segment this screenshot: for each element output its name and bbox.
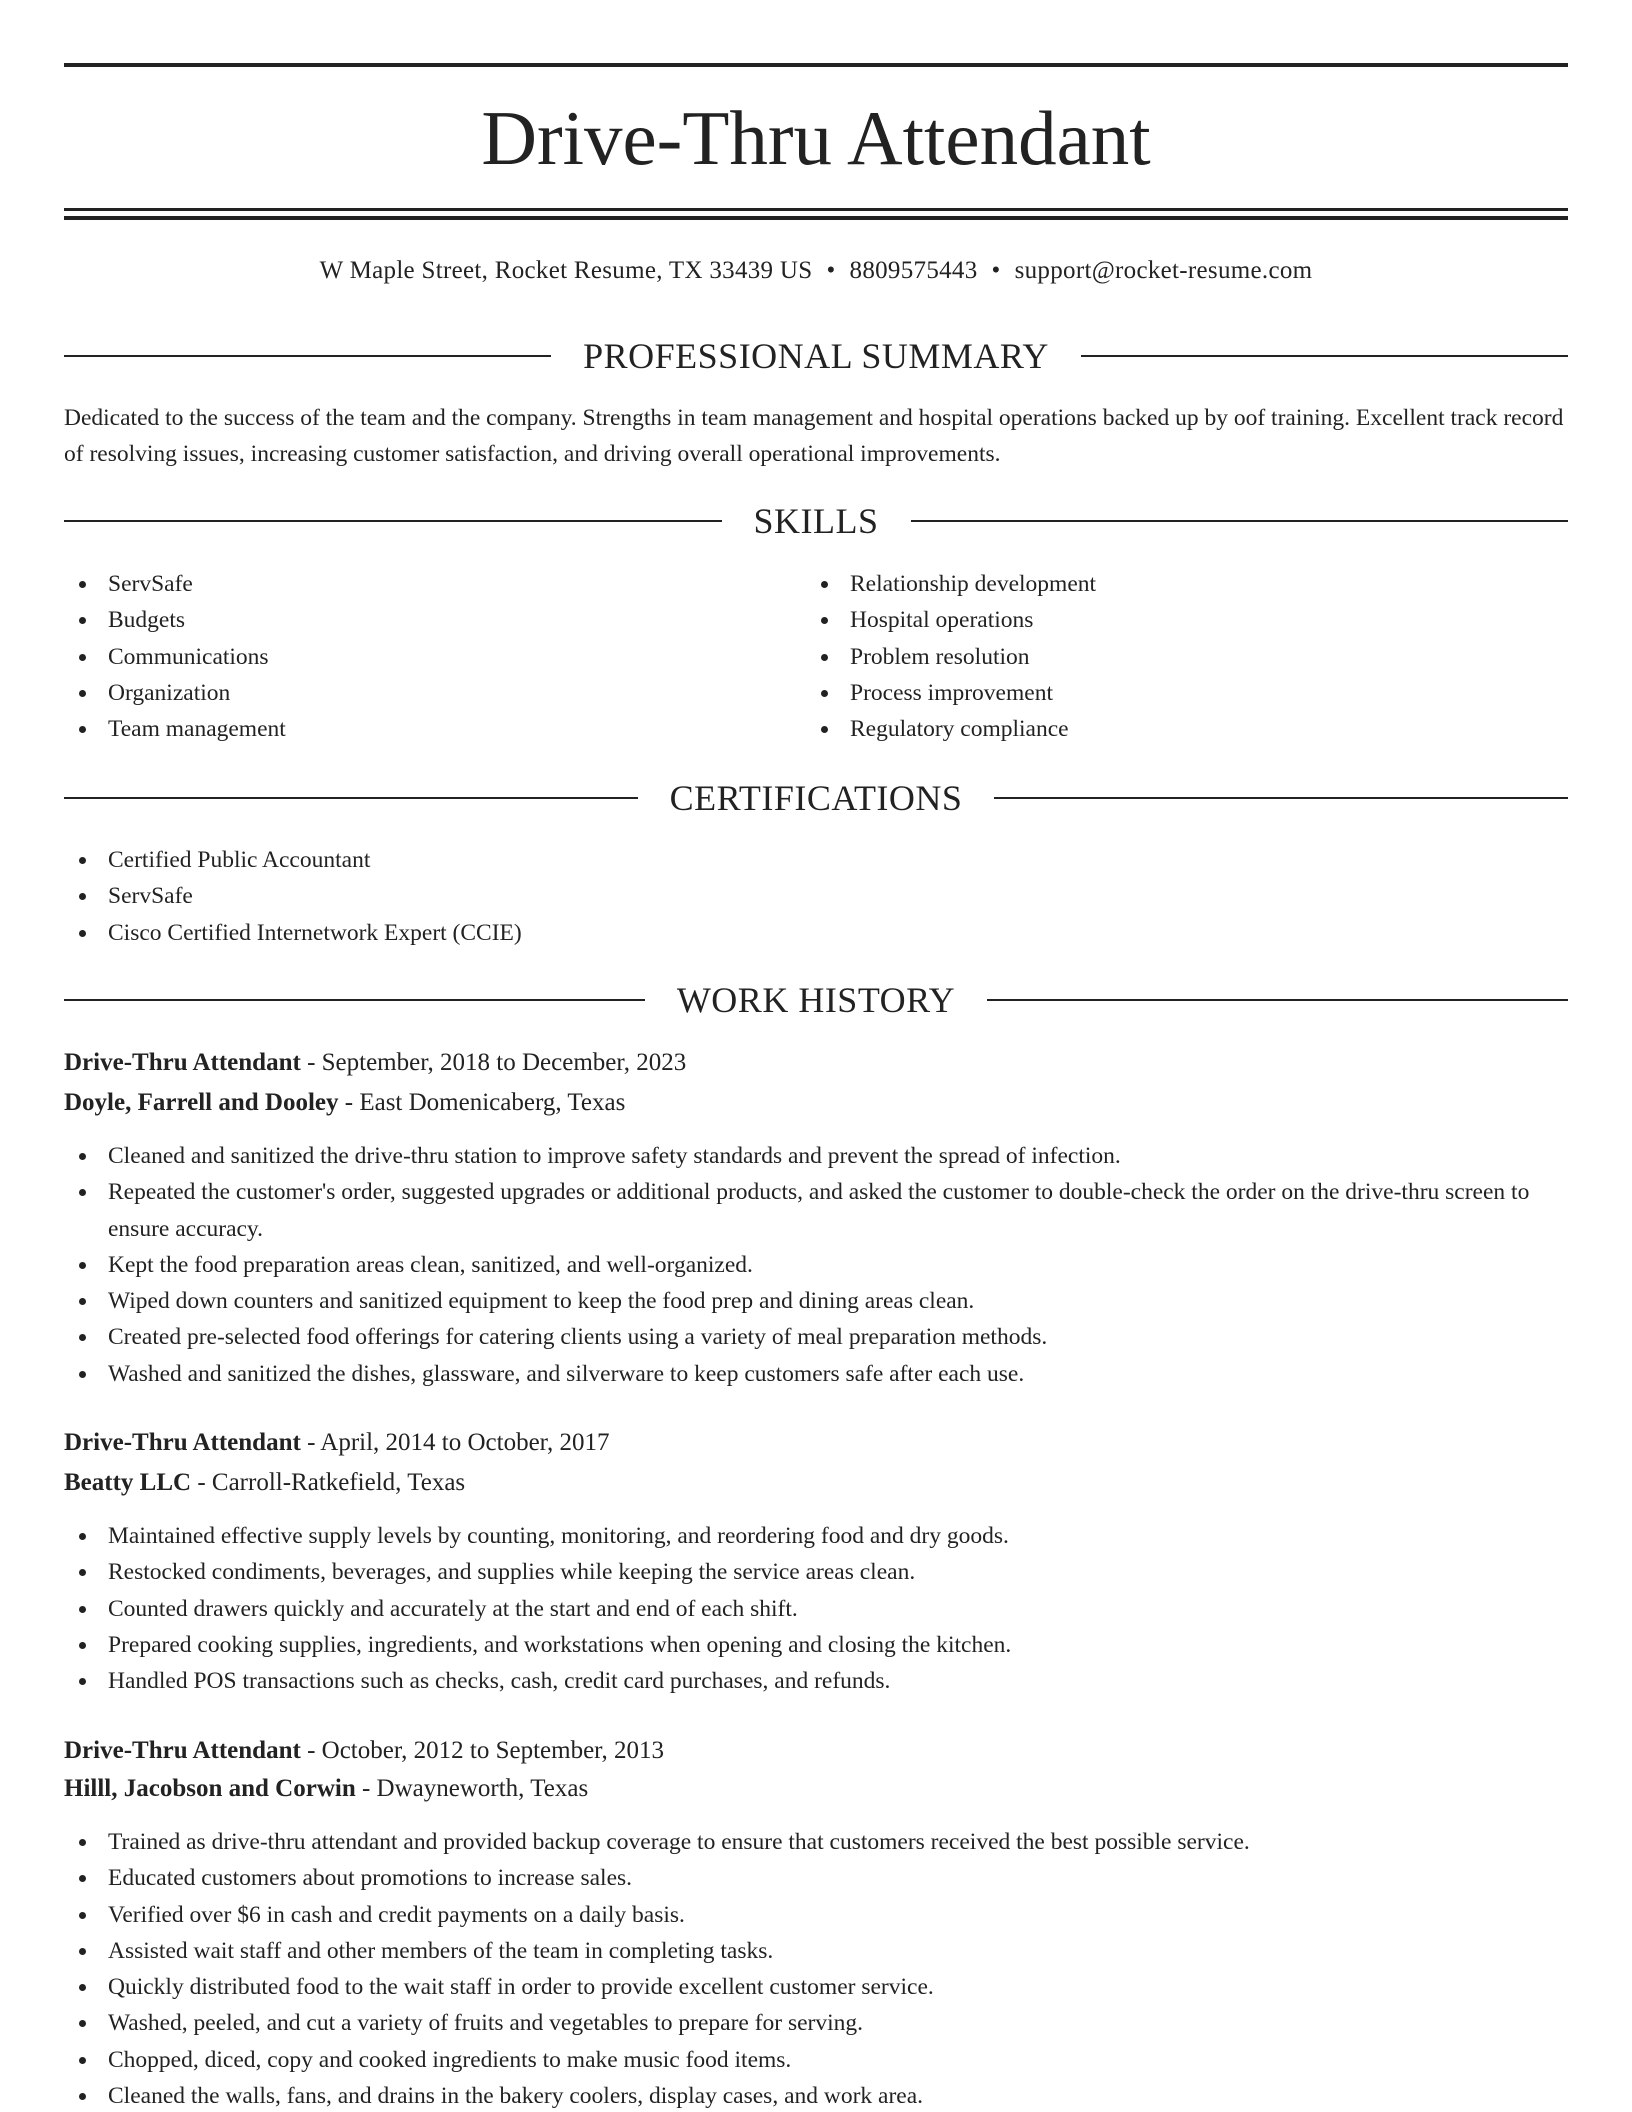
work-history-heading-label: WORK HISTORY (676, 980, 956, 1020)
contact-line (64, 254, 1568, 288)
job-location: - Carroll-Ratkefield, Texas (191, 1469, 466, 1496)
certifications-section-heading (64, 776, 1568, 820)
job-title-line (64, 1733, 1568, 1769)
skills-section-heading (64, 499, 1568, 543)
job-company: Hilll, Jacobson and Corwin (64, 1775, 356, 1802)
work-history-section-heading (64, 978, 1568, 1022)
title-rule-upper (64, 208, 1568, 211)
heading-rule (64, 797, 638, 799)
heading-rule (64, 355, 551, 357)
job-duties-list (64, 1138, 1568, 1392)
job-duty: Washed and sanitized the dishes, glassware, and silverware to keep customers safe after each use. (64, 1356, 1568, 1392)
job-location: - East Domenicaberg, Texas (338, 1089, 626, 1116)
contact-separator: • (991, 257, 1001, 284)
certification-item: Certified Public Accountant (64, 842, 1568, 878)
summary-heading-label: PROFESSIONAL SUMMARY (583, 336, 1049, 376)
job-duty: Assisted wait staff and other members of the team in completing tasks. (64, 1933, 1568, 1969)
job-title-line (64, 1425, 1568, 1461)
heading-rule (64, 999, 645, 1001)
summary-text: Dedicated to the success of the team and the company. Strengths in team management and hospital operations backed up by oof training. Excellent track record of resolving issues, increasing customer satisfaction, and driving overall operational improvements. (64, 405, 1564, 467)
job-duties-list (64, 1518, 1568, 1699)
job-duty: Educated customers about promotions to increase sales. (64, 1860, 1568, 1896)
job-duty: Prepared cooking supplies, ingredients, and workstations when opening and closing the kitchen. (64, 1627, 1568, 1663)
heading-rule (911, 520, 1569, 522)
job-duty: Trained as drive-thru attendant and provided backup coverage to ensure that customers received the best possible service. (64, 1824, 1568, 1860)
skills-list-left (64, 566, 764, 747)
skill-item: Process improvement (806, 675, 1506, 711)
heading-rule (64, 520, 722, 522)
skill-item: Relationship development (806, 566, 1506, 602)
certifications-list (64, 842, 1568, 951)
skill-item: Budgets (64, 602, 764, 638)
job-duty: Quickly distributed food to the wait staff in order to provide excellent customer service. (64, 1969, 1568, 2005)
job-duty: Handled POS transactions such as checks, cash, credit card purchases, and refunds. (64, 1663, 1568, 1699)
skill-item: ServSafe (64, 566, 764, 602)
top-rule (64, 63, 1568, 67)
job-duty: Cleaned and sanitized the drive-thru station to improve safety standards and prevent the spread of infection. (64, 1138, 1568, 1174)
job-duty: Kept the food preparation areas clean, sanitized, and well-organized. (64, 1247, 1568, 1283)
summary-section-heading (64, 334, 1568, 378)
job-duty: Counted drawers quickly and accurately at the start and end of each shift. (64, 1591, 1568, 1627)
contact-email: support@rocket-resume.com (1014, 257, 1313, 284)
job-dates: - October, 2012 to September, 2013 (300, 1737, 665, 1764)
job-dates: - April, 2014 to October, 2017 (300, 1429, 610, 1456)
contact-separator: • (826, 257, 836, 284)
job-duty: Wiped down counters and sanitized equipment to keep the food prep and dining areas clean. (64, 1283, 1568, 1319)
skills-heading-label: SKILLS (753, 501, 879, 541)
skill-item: Communications (64, 639, 764, 675)
job-duty: Washed, peeled, and cut a variety of fruits and vegetables to prepare for serving. (64, 2005, 1568, 2041)
job-dates: - September, 2018 to December, 2023 (300, 1049, 687, 1076)
skill-item: Regulatory compliance (806, 711, 1506, 747)
job-title: Drive-Thru Attendant (64, 1049, 301, 1076)
job-duty: Created pre-selected food offerings for catering clients using a variety of meal preparation methods. (64, 1319, 1568, 1355)
title-rule-lower (64, 216, 1568, 220)
certification-item: ServSafe (64, 878, 1568, 914)
job-company: Beatty LLC (64, 1469, 192, 1496)
job-title: Drive-Thru Attendant (64, 1737, 301, 1764)
heading-rule (987, 999, 1568, 1001)
job-duties-list (64, 1824, 1568, 2112)
job-company-line (64, 1085, 1568, 1121)
job-duty: Cleaned the walls, fans, and drains in the bakery coolers, display cases, and work area. (64, 2078, 1568, 2112)
job-title-line (64, 1045, 1568, 1081)
job-duty: Verified over $6 in cash and credit payments on a daily basis. (64, 1897, 1568, 1933)
job-duty: Restocked condiments, beverages, and supplies while keeping the service areas clean. (64, 1554, 1568, 1590)
skill-item: Organization (64, 675, 764, 711)
job-company-line (64, 1771, 1568, 1807)
job-duty: Repeated the customer's order, suggested upgrades or additional products, and asked the customer to double-check the order on the drive-thru screen to ensure accuracy. (64, 1174, 1568, 1247)
job-duty: Maintained effective supply levels by counting, monitoring, and reordering food and dry goods. (64, 1518, 1568, 1554)
resume-title: Drive-Thru Attendant (481, 95, 1151, 181)
skills-list-right (806, 566, 1506, 747)
job-company-line (64, 1465, 1568, 1501)
skill-item: Team management (64, 711, 764, 747)
certification-item: Cisco Certified Internetwork Expert (CCIE) (64, 915, 1568, 951)
heading-rule (1081, 355, 1568, 357)
certifications-heading-label: CERTIFICATIONS (669, 778, 963, 818)
skill-item: Hospital operations (806, 602, 1506, 638)
job-duty: Chopped, diced, copy and cooked ingredients to make music food items. (64, 2042, 1568, 2078)
heading-rule (994, 797, 1568, 799)
contact-address: W Maple Street, Rocket Resume, TX 33439 US (319, 257, 813, 284)
job-company: Doyle, Farrell and Dooley (64, 1089, 339, 1116)
contact-phone: 8809575443 (849, 257, 978, 284)
skill-item: Problem resolution (806, 639, 1506, 675)
job-location: - Dwayneworth, Texas (355, 1775, 589, 1802)
job-title: Drive-Thru Attendant (64, 1429, 301, 1456)
